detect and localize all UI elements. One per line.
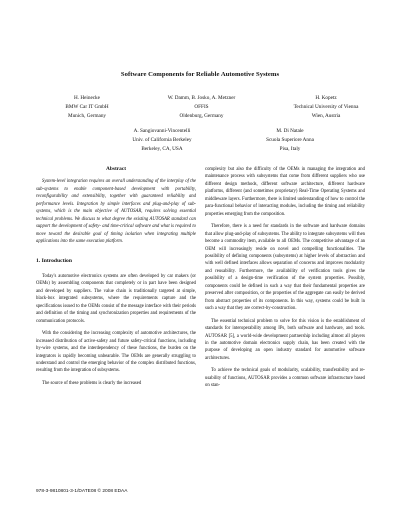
author-name: H. Heinecke [74,95,100,101]
author-name: A. Sangiovanni-Vincentelli [133,128,191,134]
author-affiliation: BMW Car IT GmbH [65,104,109,111]
left-column [36,166,196,392]
author-location: Oldenburg, Germany [179,113,224,120]
author-location: Pisa, Italy [279,146,301,153]
body-paragraph: The essential technical problem to solve for this vision is the establishment of standards for interoperability among IPs, both software and hardware, and tools. AUTOSAR [5], a world-wide development partnership including almost all players in the automotive domain electronics supply chain, has been created with the purpose of developing an open industry standard for automotive software architectures. [205,318,365,361]
body-paragraph: Today's automotive electronics systems are often developed by car makers (or OEMs) by assembling components that completely or in part have been designed and developed by suppliers. The value chain is traditionally targeted at simple, black-box integrated subsystems, where the requirements capture and the specifications issued to the OEMs consist of the message interface with their periods and definition of the timing and synchronization properties and requirements of the communication protocols. [36,273,196,324]
author-affiliation: Scuola Superiore Anna [266,137,314,144]
author-location: Berkeley, CA, USA [141,146,183,153]
author-location: Munich, Germany [67,113,107,120]
body-paragraph: Therefore, there is a need for standards in the software and hardware domains that allow plug-and-play of subsystems. The ability to integrate subsystems will then become a commodity item, available to all OEMs. The competitive advantage of an OEM will increasingly reside on novel and compelling functionalities. The possibility of defining components (subsystems) at higher levels of abstraction and with well defined interfaces allows separation of concerns and improves modularity and reusability. Furthermore, the availability of verification tools gives the possibility of a design-time verification of the system properties. Possibly, components could be defined in such a way that their fundamental properties are preserved after composition, or the properties of the aggregate can easily be derived from abstract properties of its components. In this way, systems could be built in such a way that they are correct-by-construction. [205,224,365,312]
author-affiliation: Univ. of California Berkeley [132,137,192,144]
author-block-5 [240,127,340,155]
right-column [205,166,365,395]
author-location: Wien, Austria [311,113,341,120]
section-heading-introduction: 1. Introduction [36,257,72,264]
author-block-3 [256,94,396,122]
body-paragraph: With the considering the increasing complexity of automotive architectures, the increased distribution of active-safety and future safety-critical functions, including by-wire systems, and the interdependency of these functions, the burden on the integrators is rapidly becoming unbearable. The OEMs are generally struggling to understand and control the emerging behavior of the complex distributed functions, resulting from the integration of subsystems. [36,331,196,374]
body-paragraph: complexity but also the difficulty of the OEMs in managing the integration and maintenance process with subsystems that come from different suppliers who use different design methods, different software architecture, different hardware platforms, different (and sometimes proprietary) Real-Time Operating Systems and middleware layers. Furthermore, there is limited understanding of how to control the para-functional behavior of interacting modules, including the timing and reliability properties emerging from the composition. [205,167,365,217]
copyright-footer: 978-3-9810801-3-1/DATE08 © 2008 EDAA [36,489,128,494]
author-block-4 [102,127,222,155]
body-paragraph: The source of these problems is clearly the increased [42,380,142,386]
author-affiliation: OFFIS [194,104,209,111]
author-name: H. Kopetz [315,95,337,101]
abstract-heading: Abstract [105,166,127,172]
author-name: W. Damm, B. Josko, A. Metzner [167,95,236,101]
author-block-2 [134,94,269,122]
body-paragraph: To achieve the technical goals of modularity, scalability, transferability and re-usability of functions, AUTOSAR provides a common software infrastructure based on stan- [205,368,365,389]
author-block-1 [22,94,152,122]
author-name: M. Di Natale [276,128,304,134]
author-affiliation: Technical University of Vienna [293,104,359,111]
paper-title: Software Components for Reliable Automotive Systems [120,71,280,78]
abstract-text: System-level integration requires an overall understanding of the interplay of the sub-systems to enable component-based development with portability, reconfigurability and extensibility, together with guaranteed reliability and performance levels. Integration by simple interfaces and plug-and-play of sub-systems, which is the main objective of AUTOSAR, requires solving essential technical problems. We discuss to what degree the existing AUTOSAR standard can support the development of safety- and time-critical software and what is required to move toward the desirable goal of timing isolation when integrating multiple applications into the same execution platform. [36,179,196,245]
